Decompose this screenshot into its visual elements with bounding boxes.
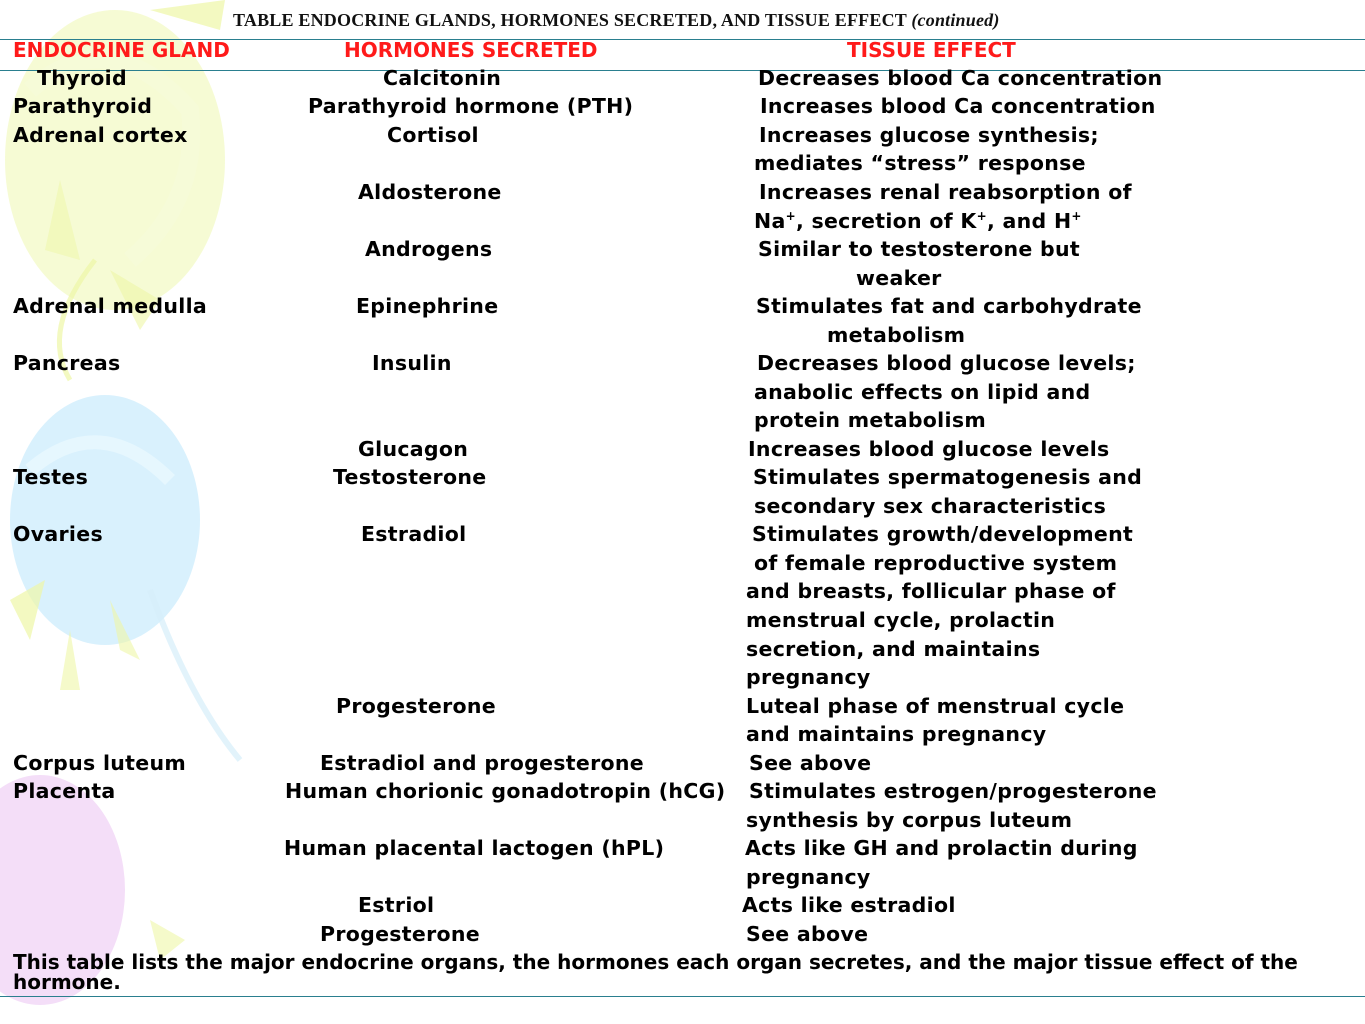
header-hormones-secreted: HORMONES SECRETED xyxy=(344,38,598,62)
gland-label: Pancreas xyxy=(13,351,121,375)
gland-label: Adrenal cortex xyxy=(13,123,188,147)
hormone-label: Calcitonin xyxy=(383,66,502,90)
hormone-label: Cortisol xyxy=(387,123,479,147)
effect-line: Stimulates growth/development xyxy=(752,522,1134,546)
gland-label: Testes xyxy=(13,465,89,489)
effect-line: Stimulates fat and carbohydrate xyxy=(756,294,1142,318)
hormone-label: Human placental lactogen (hPL) xyxy=(284,836,665,860)
hormone-label: Aldosterone xyxy=(358,180,502,204)
effect-line: metabolism xyxy=(827,323,966,347)
hormone-label: Progesterone xyxy=(336,694,496,718)
hormone-label: Human chorionic gonadotropin (hCG) xyxy=(285,779,726,803)
header-endocrine-gland: ENDOCRINE GLAND xyxy=(13,38,230,62)
gland-label: Corpus luteum xyxy=(13,751,187,775)
hormone-label: Epinephrine xyxy=(356,294,499,318)
effect-line: protein metabolism xyxy=(754,408,987,432)
effect-line: See above xyxy=(749,751,872,775)
hormone-label: Estradiol and progesterone xyxy=(320,751,644,775)
effect-line: Increases blood glucose levels xyxy=(748,437,1110,461)
effect-line: Stimulates estrogen/progesterone xyxy=(749,779,1157,803)
hormone-label: Estriol xyxy=(358,893,435,917)
effect-line: Increases glucose synthesis; xyxy=(759,123,1099,147)
effect-line: Na+, secretion of K+, and H+ xyxy=(754,209,1082,233)
gland-label: Ovaries xyxy=(13,522,103,546)
effect-line: and breasts, follicular phase of xyxy=(746,579,1116,603)
hormone-label: Parathyroid hormone (PTH) xyxy=(308,94,634,118)
hormone-label: Progesterone xyxy=(320,922,480,946)
effect-line: and maintains pregnancy xyxy=(746,722,1047,746)
rule-bottom xyxy=(0,996,1365,997)
header-tissue-effect: TISSUE EFFECT xyxy=(847,38,1016,62)
hormone-label: Testosterone xyxy=(333,465,487,489)
effect-line: weaker xyxy=(856,266,942,290)
effect-line: synthesis by corpus luteum xyxy=(746,808,1073,832)
table-title: TABLE ENDOCRINE GLANDS, HORMONES SECRETED, AND TISSUE EFFECT (continued) xyxy=(233,10,1000,30)
effect-line: secretion, and maintains xyxy=(746,637,1041,661)
effect-line: Decreases blood Ca concentration xyxy=(758,66,1163,90)
effect-line: pregnancy xyxy=(746,665,871,689)
hormone-label: Estradiol xyxy=(361,522,467,546)
effect-line: Similar to testosterone but xyxy=(758,237,1080,261)
effect-line: Acts like GH and prolactin during xyxy=(745,836,1138,860)
gland-label: Placenta xyxy=(13,779,116,803)
effect-line: Decreases blood glucose levels; xyxy=(757,351,1136,375)
effect-line: pregnancy xyxy=(746,865,871,889)
gland-label: Adrenal medulla xyxy=(13,294,208,318)
effect-line: anabolic effects on lipid and xyxy=(754,380,1091,404)
hormone-label: Androgens xyxy=(365,237,493,261)
effect-line: menstrual cycle, prolactin xyxy=(746,608,1056,632)
effect-line: Acts like estradiol xyxy=(742,893,956,917)
effect-line: Increases blood Ca concentration xyxy=(760,94,1156,118)
effect-line: Luteal phase of menstrual cycle xyxy=(746,694,1125,718)
effect-line: secondary sex characteristics xyxy=(754,494,1107,518)
effect-line: mediates “stress” response xyxy=(754,151,1086,175)
effect-line: of female reproductive system xyxy=(754,551,1118,575)
gland-label: Thyroid xyxy=(37,66,127,90)
hormone-label: Glucagon xyxy=(358,437,469,461)
effect-line: Increases renal reabsorption of xyxy=(759,180,1132,204)
hormone-label: Insulin xyxy=(372,351,452,375)
gland-label: Parathyroid xyxy=(13,94,153,118)
table-footnote: This table lists the major endocrine organs, the hormones each organ secretes, and the major tissue effect of the hormone. xyxy=(13,950,1298,994)
effect-line: Stimulates spermatogenesis and xyxy=(753,465,1143,489)
effect-line: See above xyxy=(746,922,869,946)
